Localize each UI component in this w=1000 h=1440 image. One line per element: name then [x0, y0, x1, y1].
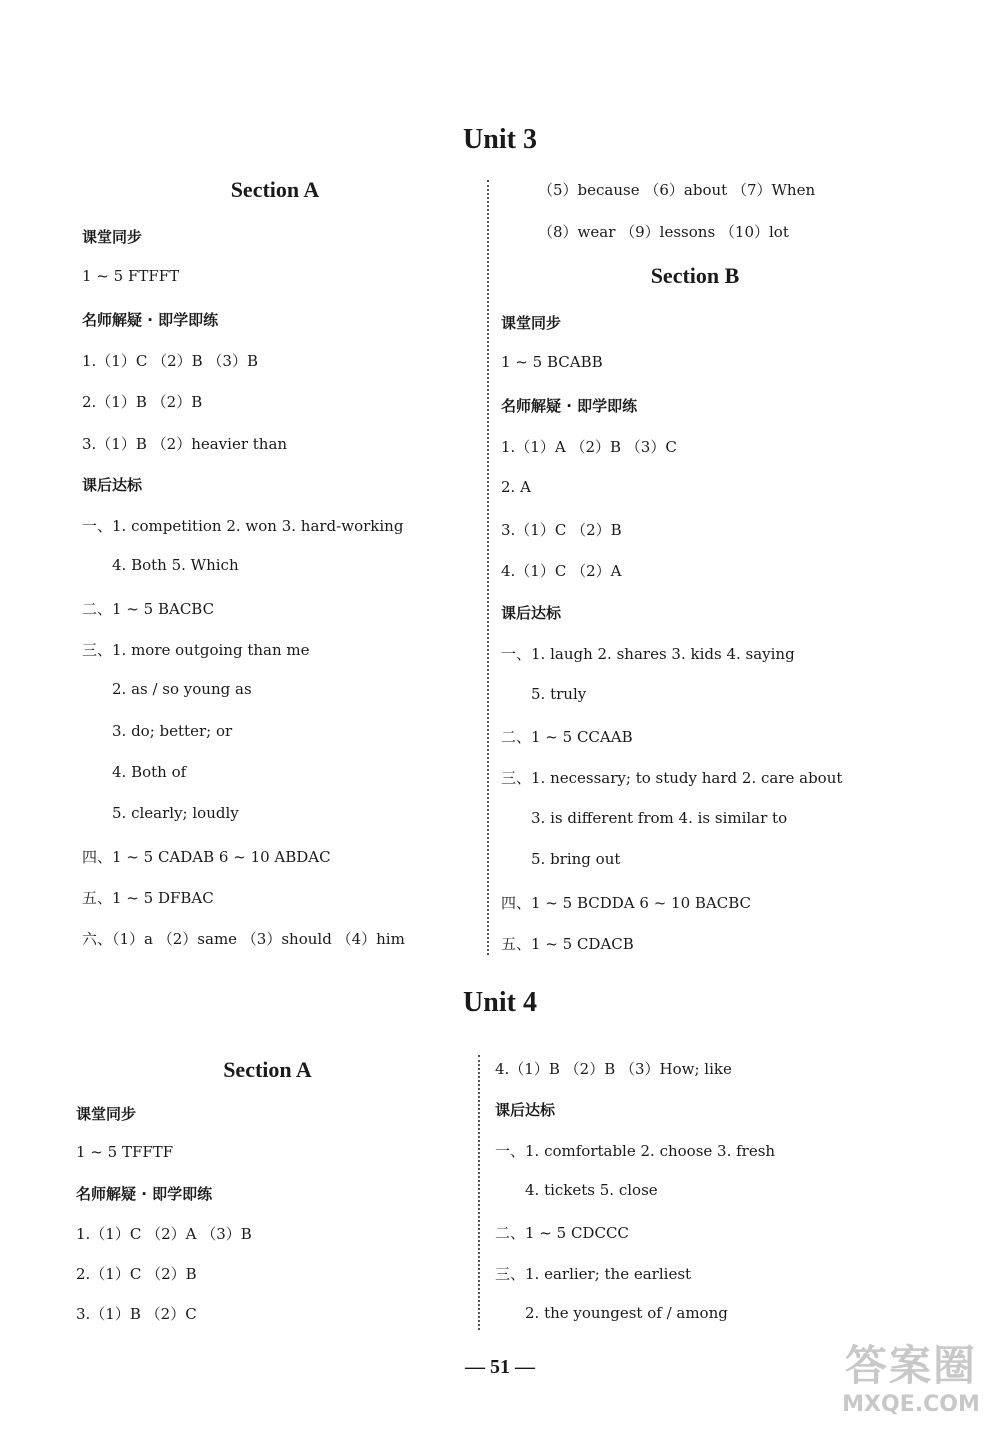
unit-3-title: Unit 3: [463, 124, 537, 155]
answer-line: 1 ~ 5 FTFFT: [82, 267, 180, 286]
answer-line: 5. truly: [531, 684, 587, 703]
answer-line: 四、1 ~ 5 BCDDA 6 ~ 10 BACBC: [501, 893, 752, 912]
unit-3-section-a-title: Section A: [230, 177, 320, 202]
answer-line: 4.（1）C （2）A: [501, 562, 622, 581]
unit-4-title: Unit 4: [463, 987, 537, 1018]
answer-line: 三、1. necessary; to study hard 2. care about: [501, 769, 843, 788]
watermark: [836, 1340, 986, 1430]
answer-line: 1.（1）C （2）B （3）B: [82, 351, 259, 370]
section-heading: 名师解疑 · 即学即练: [501, 396, 638, 415]
answer-line: 1.（1）C （2）A （3）B: [76, 1225, 252, 1243]
answer-line: 六、（1）a （2）same （3）should （4）him: [82, 930, 405, 949]
answer-line: 2. A: [501, 477, 531, 496]
answer-line: 三、1. more outgoing than me: [82, 641, 310, 659]
column-divider: [487, 180, 489, 955]
answer-line: （5）because （6）about （7）When: [538, 181, 816, 199]
section-heading: 名师解疑 · 即学即练: [76, 1185, 213, 1203]
answer-line: 4. Both 5. Which: [112, 556, 239, 575]
answer-line: 1.（1）A （2）B （3）C: [501, 438, 677, 457]
unit-4-section-a-title: Section A: [223, 1057, 312, 1082]
answer-line: 二、1 ~ 5 BACBC: [82, 599, 215, 618]
answer-line: 四、1 ~ 5 CADAB 6 ~ 10 ABDAC: [82, 847, 331, 866]
answer-line: 五、1 ~ 5 DFBAC: [82, 888, 214, 907]
answer-line: 2. as / so young as: [112, 680, 252, 699]
watermark-url: MXQE.COM: [842, 1392, 980, 1417]
answer-line: （8）wear （9）lessons （10）lot: [538, 223, 789, 241]
section-heading: 名师解疑 · 即学即练: [82, 310, 219, 329]
answer-line: 二、1 ~ 5 CDCCC: [495, 1224, 629, 1242]
answer-line: 2. the youngest of / among: [525, 1304, 728, 1322]
answer-line: 3.（1）B （2）C: [76, 1305, 197, 1323]
answer-line: 1 ~ 5 TFFTF: [76, 1143, 174, 1161]
answer-line: 二、1 ~ 5 CCAAB: [501, 728, 633, 746]
watermark-logo: 答案圈: [844, 1341, 977, 1390]
answer-line: 4. Both of: [112, 762, 187, 781]
answer-line: 3.（1）B （2）heavier than: [82, 434, 288, 453]
answer-line: 3. is different from 4. is similar to: [531, 808, 788, 827]
answer-line: 一、1. laugh 2. shares 3. kids 4. saying: [501, 645, 795, 664]
section-heading: 课后达标: [82, 475, 143, 494]
answer-line: 2.（1）C （2）B: [76, 1265, 197, 1283]
answer-line: 五、1 ~ 5 CDACB: [501, 935, 634, 953]
section-heading: 课堂同步: [82, 228, 143, 246]
answer-line: 5. clearly; loudly: [112, 804, 239, 823]
section-heading: 课后达标: [495, 1101, 556, 1119]
answer-line: 2.（1）B （2）B: [82, 393, 203, 412]
section-heading: 课堂同步: [76, 1105, 137, 1123]
section-heading: 课后达标: [501, 603, 562, 622]
answer-line: 5. bring out: [531, 850, 621, 869]
answer-line: 1 ~ 5 BCABB: [501, 353, 603, 372]
answer-line: 一、1. competition 2. won 3. hard-working: [82, 517, 404, 536]
answer-line: 一、1. comfortable 2. choose 3. fresh: [495, 1142, 776, 1160]
page-number: — 51 —: [465, 1356, 535, 1378]
answer-line: 3.（1）C （2）B: [501, 521, 622, 539]
unit-3-section-b-title: Section B: [650, 263, 740, 288]
column-divider-unit-4: [478, 1055, 480, 1330]
answer-line: 3. do; better; or: [112, 721, 233, 740]
answer-line: 4. tickets 5. close: [525, 1181, 658, 1199]
section-heading: 课堂同步: [501, 314, 562, 332]
answer-line: 4.（1）B （2）B （3）How; like: [495, 1060, 732, 1078]
answer-line: 三、1. earlier; the earliest: [495, 1265, 692, 1283]
